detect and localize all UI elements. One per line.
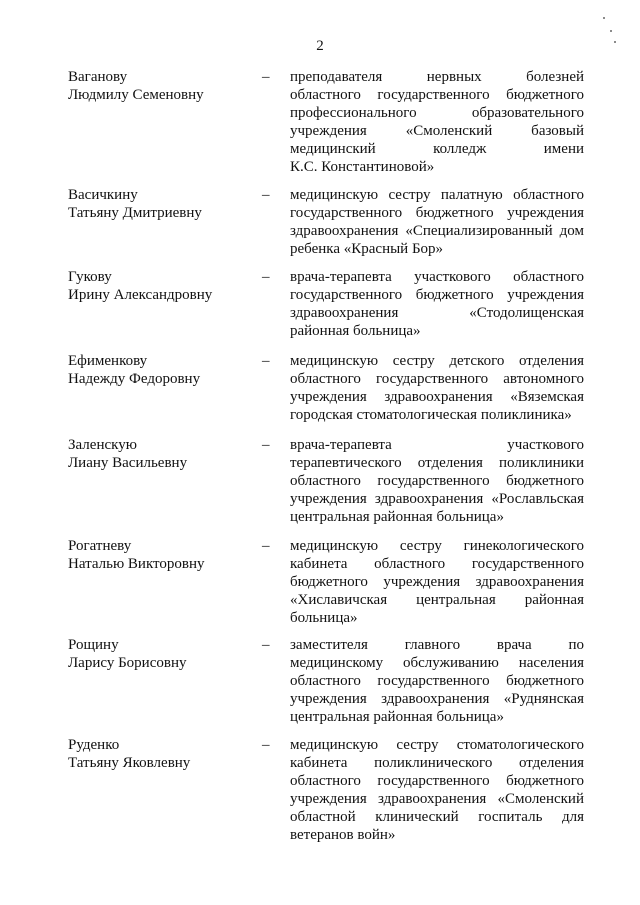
- description-line: терапевтического отделения поликлиники: [290, 455, 584, 471]
- dash: –: [262, 737, 270, 753]
- description-line: здравоохранения «Стодолищенская: [290, 305, 584, 321]
- description-line: врача-терапевта участкового областного: [290, 269, 584, 285]
- person-name: [68, 68, 258, 104]
- surname: Заленскую: [68, 437, 137, 453]
- scan-speck: [603, 17, 605, 19]
- description-line: областного государственного бюджетного: [290, 673, 584, 689]
- surname: Гукову: [68, 269, 112, 285]
- description-line: заместителя главного врача по: [290, 637, 584, 653]
- surname: Рогатневу: [68, 538, 132, 554]
- description-line: кабинета областного государственного: [290, 556, 584, 572]
- dash: –: [262, 69, 270, 85]
- dash: –: [262, 353, 270, 369]
- page-number: 2: [316, 38, 324, 54]
- description-line: областного государственного бюджетного: [290, 473, 584, 489]
- position-description: [290, 186, 584, 258]
- description-line: медицинскую сестру гинекологического: [290, 538, 584, 554]
- person-name: [68, 268, 258, 304]
- dash: –: [262, 187, 270, 203]
- description-line: ребенка «Красный Бор»: [290, 241, 444, 257]
- description-line: центральная районная больница»: [290, 509, 504, 525]
- description-line: учреждения здравоохранения «Руднянская: [290, 691, 584, 707]
- person-name: [68, 352, 258, 388]
- given-names: Людмилу Семеновну: [68, 87, 204, 103]
- description-line: «Хиславичская центральная районная: [290, 592, 584, 608]
- position-description: [290, 352, 584, 424]
- position-description: [290, 636, 584, 726]
- description-line: ветеранов войн»: [290, 827, 396, 843]
- given-names: Татьяну Дмитриевну: [68, 205, 202, 221]
- description-line: центральная районная больница»: [290, 709, 504, 725]
- dash: –: [262, 437, 270, 453]
- description-line: врача-терапевта участкового: [290, 437, 584, 453]
- description-line: областного государственного бюджетного: [290, 773, 584, 789]
- description-line: государственного бюджетного учреждения: [290, 287, 584, 303]
- given-names: Ирину Александровну: [68, 287, 213, 303]
- surname: Руденко: [68, 737, 120, 753]
- description-line: районная больница»: [290, 323, 421, 339]
- surname: Ефименкову: [68, 353, 148, 369]
- description-line: больница»: [290, 610, 358, 626]
- dash: –: [262, 269, 270, 285]
- description-line: государственного бюджетного учреждения: [290, 205, 584, 221]
- description-line: учреждения «Смоленский базовый: [290, 123, 584, 139]
- description-line: медицинскую сестру детского отделения: [290, 353, 584, 369]
- description-line: медицинскую сестру палатную областного: [290, 187, 584, 203]
- description-line: профессионального образовательного: [290, 105, 584, 121]
- person-name: [68, 636, 258, 672]
- position-description: [290, 436, 584, 526]
- description-line: кабинета поликлинического отделения: [290, 755, 584, 771]
- given-names: Ларису Борисовну: [68, 655, 187, 671]
- position-description: [290, 736, 584, 844]
- surname: Васичкину: [68, 187, 138, 203]
- description-line: областного государственного бюджетного: [290, 87, 584, 103]
- surname: Рощину: [68, 637, 119, 653]
- given-names: Надежду Федоровну: [68, 371, 201, 387]
- given-names: Лиану Васильевну: [68, 455, 188, 471]
- position-description: [290, 268, 584, 340]
- position-description: [290, 68, 584, 176]
- description-line: медицинскую сестру стоматологического: [290, 737, 584, 753]
- surname: Ваганову: [68, 69, 128, 85]
- dash: –: [262, 538, 270, 554]
- description-line: К.С. Константиновой»: [290, 159, 435, 175]
- scan-speck: [610, 30, 612, 32]
- description-line: учреждения здравоохранения «Рославльская: [290, 491, 584, 507]
- description-line: областного государственного автономного: [290, 371, 584, 387]
- scan-speck: [614, 41, 616, 43]
- position-description: [290, 537, 584, 627]
- description-line: городская стоматологическая поликлиника»: [290, 407, 572, 423]
- description-line: областной клинический госпиталь для: [290, 809, 584, 825]
- description-line: здравоохранения «Специализированный дом: [290, 223, 584, 239]
- person-name: [68, 436, 258, 472]
- description-line: бюджетного учреждения здравоохранения: [290, 574, 584, 590]
- description-line: учреждения здравоохранения «Вяземская: [290, 389, 584, 405]
- description-line: учреждения здравоохранения «Смоленский: [290, 791, 584, 807]
- dash: –: [262, 637, 270, 653]
- description-line: медицинский колледж имени: [290, 141, 584, 157]
- person-name: [68, 186, 258, 222]
- person-name: [68, 736, 258, 772]
- description-line: преподавателя нервных болезней: [290, 69, 584, 85]
- given-names: Татьяну Яковлевну: [68, 755, 191, 771]
- person-name: [68, 537, 258, 573]
- description-line: медицинскому обслуживанию населения: [290, 655, 584, 671]
- given-names: Наталью Викторовну: [68, 556, 205, 572]
